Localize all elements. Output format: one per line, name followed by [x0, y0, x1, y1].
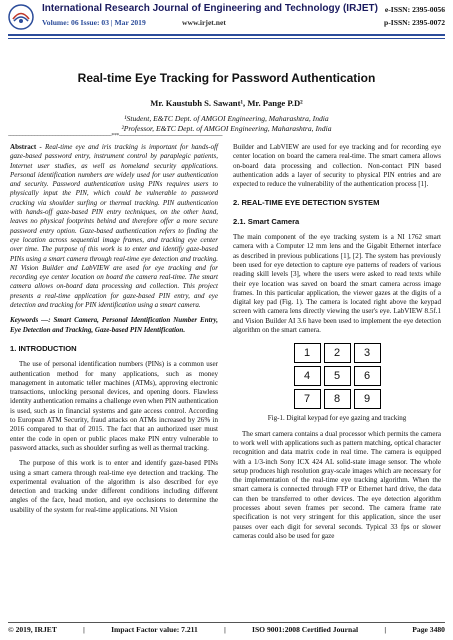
- keypad-key: 3: [354, 343, 381, 363]
- affiliation-2: ²Professor, E&TC Dept. of AMGOI Engineering, Maharashtra, India: [121, 124, 332, 133]
- keypad-key: 1: [294, 343, 321, 363]
- affiliation-1: ¹Student, E&TC Dept. of AMGOI Engineering, Maharashtra, India: [124, 114, 329, 123]
- eissn: e-ISSN: 2395-0056: [384, 5, 445, 14]
- right-column: [233, 143, 441, 547]
- paper-title: Real-time Eye Tracking for Password Authentication: [77, 71, 376, 85]
- paper-authors: Mr. Kaustubh S. Sawant¹, Mr. Pange P.D²: [150, 98, 303, 108]
- abstract: [10, 143, 218, 310]
- volume-info: Volume: 06 Issue: 03 | Mar 2019: [42, 18, 146, 27]
- pissn: p-ISSN: 2395-0072: [384, 18, 445, 27]
- footer-copyright: © 2019, IRJET: [8, 625, 57, 634]
- footer-impact-factor: Impact Factor value: 7.211: [111, 625, 198, 634]
- right-paragraph-1: Builder and LabVIEW are used for eye tracking and for recording eye center location on board the camera real-time. The smart camera allows on-board data processing and collection. Non-contact PIN based authentication adds a layer of security to physical PIN entries and are expected to reduce the vulnerability of the authentication process [1].: [233, 143, 441, 189]
- separator-line: ---------------------------------------------------------------------***---------------------------------------------------------------------: [8, 133, 223, 139]
- page-header: [0, 0, 453, 34]
- page-footer: [8, 625, 445, 634]
- abstract-text: Real-time eye and iris tracking is important for hands-off gaze-based password entry, instrument control by paraplegic patients, Internet user studies, as well as homeland security applications. Personal identification numbers are widely used for user authentication and security. Password authentication using PINs requires users to physically input the PIN, which could be vulnerable to password cracking via shoulder surfing or thermal tracking. PIN authentication with hands-off gaze-based PIN entry techniques, on the other hand, leaves no physical footprints behind and therefore offer a more secure password entry option. Gaze-based authentication refers to finding the eye location across sequential image frames, and tracking eye center over time. The purpose of this work is to enter and identify gaze-based PINs using a smart camera through real-time eye detection and tracking. NI Vision Builder and LabVIEW are used for eye tracking and for recording eye center location on board the camera real-time. The smart camera allows on-board data processing and collection. This project presents a real-time application for gaze-based PIN entry, and eye detection and tracking for PIN identification using a smart camera.: [10, 143, 219, 310]
- irjet-logo-icon: [8, 4, 34, 30]
- intro-paragraph-2: The purpose of this work is to enter and identify gaze-based PINs using a smart camera through real-time eye detection and tracking. The experimental evaluation of the algorithm is also described for eye detection and tracking under different conditions including different angles of the face, head motion, and eye occlusions to determine the usability of the system for real-time applications. NI Vision: [10, 459, 218, 514]
- footer-separator: |: [224, 625, 226, 634]
- smart-camera-paragraph-2: The smart camera contains a dual processor which permits the camera to work well with applications such as pattern matching, optical character recognition and data matrix code in real time. The camera is equipped with a 1/3-inch Sony ICX 424 AL solid-state image sensor. The whole setup produces high resolution gray-scale images which are necessary for the implementation of the real-time eye tracking algorithm. When the smart camera is connected through FTP or Ethernet hard drive, the data can then be transferred to other devices. The eye detection algorithm processes about seven frames per second. The camera frame rate specification is not very stringent for this application, since the user pauses over each digit for several seconds. Typical 33 fps or slower cameras could also be used for gaze: [233, 429, 441, 540]
- header-rule: [8, 34, 445, 36]
- smart-camera-paragraph-1: The main component of the eye tracking system is a NI 1762 smart camera with a Computer 12 mm lens and the Gigabit Ethernet interface as described in previous publications [1], [2]. The system has previously been used for eye detection to capture eye patterns of readers of various reading skill levels [3], where the users were asked to read texts while their eye location was saved on board the smart camera across image frames. In this particular application, the viewer gazes at the digits of a digital key pad (Fig. 1). The camera is located right above the keypad screen with camera lens directly viewing the user's eye. LabVIEW 8.5f.1 and Vision Builder AI 3.6 have been used to implement the eye detection algorithm on the smart camera.: [233, 233, 441, 335]
- section-heading-introduction: 1. INTRODUCTION: [10, 343, 77, 353]
- section-heading-eye-detection: 2. REAL-TIME EYE DETECTION SYSTEM: [233, 198, 380, 208]
- footer-separator: |: [384, 625, 387, 634]
- keypad-key: 6: [354, 366, 381, 386]
- digital-keypad-figure: [294, 343, 381, 409]
- journal-name: International Research Journal of Engineering and Technology (IRJET): [42, 3, 378, 14]
- left-column: [10, 143, 218, 521]
- keypad-key: 7: [294, 389, 321, 409]
- footer-page-number: Page 3480: [412, 625, 445, 634]
- footer-separator: |: [83, 625, 85, 634]
- keypad-key: 5: [324, 366, 351, 386]
- website-link[interactable]: www.irjet.net: [182, 18, 226, 27]
- section-heading-smart-camera: 2.1. Smart Camera: [233, 216, 300, 226]
- keywords-text: Smart Camera, Personal Identification Number Entry, Eye Detection and Tracking, Gaze-based PIN Identification.: [10, 316, 218, 334]
- keywords-label: Keywords —:: [10, 316, 54, 325]
- footer-iso: ISO 9001:2008 Certified Journal: [252, 625, 359, 634]
- keypad-key: 9: [354, 389, 381, 409]
- intro-paragraph-1: The use of personal identification numbers (PINs) is a common user authentication method for many applications, such as money management in automatic teller machines (ATMs), approving electronic transactions, unlocking personal devices, and opening doors. Flawless identity authentication remains a challenge even when PIN authentication is used, such as in financial systems and gate access control. According to European ATM Security, fraud attacks on ATMs increased by 26% in 2016 compared to that of 2015. The fact that an authorized user must enter the code in open or public places make PIN entry vulnerable to password attacks, such as shoulder surfing as well as thermal tracking.: [10, 360, 218, 452]
- keypad-key: 4: [294, 366, 321, 386]
- abstract-label: Abstract -: [10, 143, 45, 151]
- header-rule-thin: [8, 38, 445, 39]
- figure-caption: Fig-1. Digital keypad for eye gazing and tracking: [267, 414, 407, 423]
- keypad-key: 8: [324, 389, 351, 409]
- keypad-key: 2: [324, 343, 351, 363]
- keywords: [10, 316, 218, 335]
- footer-rule: [8, 622, 445, 623]
- issue-line: [42, 18, 226, 27]
